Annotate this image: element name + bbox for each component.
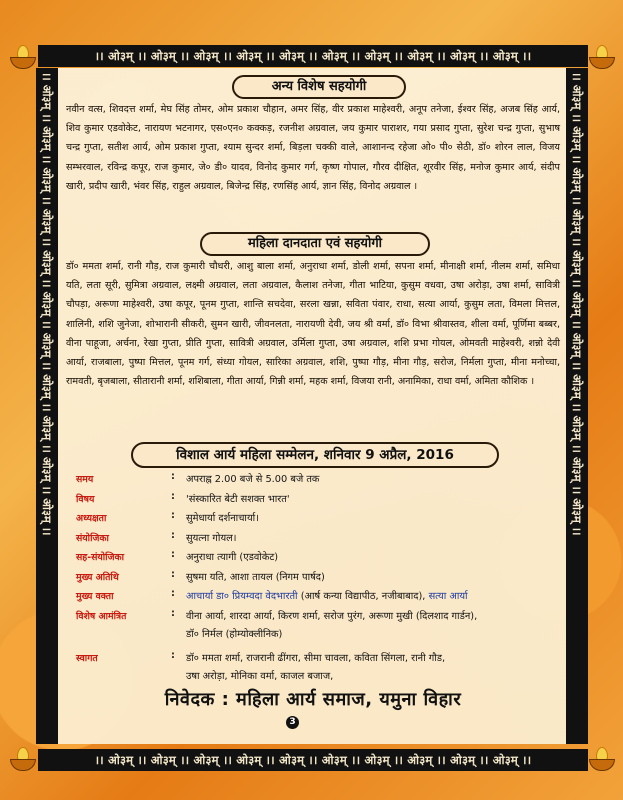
program-row-topic bbox=[66, 490, 560, 510]
program-label: स्वागत bbox=[76, 652, 98, 664]
colon: : bbox=[171, 490, 175, 502]
om-border-bottom: ।। ओ३म् ।। ओ३म् ।। ओ३म् ।। ओ३म् ।। ओ३म् ।। ओ३म् ।। ओ३म् ।। ओ३म् ।। ओ३म् ।। ओ३म् ।। bbox=[38, 749, 588, 771]
program-value: अनुराधा त्यागी (एडवोकेट) bbox=[186, 552, 279, 563]
speaker-affiliation: (आर्ष कन्या विद्यापीठ, नजीबाबाद), bbox=[300, 591, 426, 602]
program-row-keynote-speaker bbox=[66, 587, 560, 607]
program-row-chief-guest bbox=[66, 568, 560, 588]
program-value: अपराह्न 2.00 बजे से 5.00 बजे तक bbox=[186, 474, 320, 485]
om-border-right bbox=[566, 68, 588, 744]
program-value: सुयत्ना गोयल। bbox=[186, 532, 237, 544]
program-value: सुषमा यति, आशा तायल (निगम पार्षद) bbox=[186, 571, 325, 583]
program-label: विशेष आमंत्रित bbox=[76, 610, 127, 622]
om-border-right-text: ।। ओ३म् ।। ओ३म् ।। ओ३म् ।। ओ३म् ।। ओ३म् ।। ओ३म् ।। ओ३म् ।। ओ३म् ।। ओ३म् ।। ओ३म् ।। ओ३म् ।। bbox=[570, 72, 584, 536]
colon: : bbox=[171, 510, 175, 521]
om-border-top: ।। ओ३म् ।। ओ३म् ।। ओ३म् ।। ओ३म् ।। ओ३म् ।। ओ३म् ।। ओ३म् ।। ओ३म् ।। ओ३म् ।। ओ३म् ।। bbox=[38, 45, 588, 67]
colon: : bbox=[171, 471, 175, 482]
program-value: वीना आर्या, शारदा आर्या, किरण शर्मा, सरोज पुरंग, अरूणा मुखी (दिलशाद गार्डन), bbox=[186, 610, 478, 622]
colon: : bbox=[171, 549, 175, 560]
program-label: अध्यक्षता bbox=[76, 513, 107, 524]
women-donors-list: डॉ० ममता शर्मा, रानी गौड़, राज कुमारी चौधरी, आशु बाला शर्मा, अनुराधा शर्मा, डोली शर्मा, सपना शर्मा, मीनाक्षी शर्मा, नीलम शर्मा, समिधा यति, लता सूरी, सुमित्रा अग्रवाल, लक्ष्मी अग्रवाल, लता अग्रवाल, कैलाश तनेजा, गीता भाटिया, कुसुम वधवा, उषा अरोड़ा, उषा शर्मा, सावित्री चौपड़ा, अरूणा माहेश्वरी, उषा कपूर, पूनम गुप्ता, शान्ति सचदेवा, सरला खन्ना, सविता पंवार, राधा, सत्या आर्या, कुसुम लता, विमला मित्तल, शालिनी, शशि जुनेजा, शोभारानी सीकरी, सुमन खारी, जीवनलता, नारायणी देवी, जय श्री वर्मा, डॉ० विभा श्रीवास्तव, शीला वर्मा, पूर्णिमा बब्बर, वीना पाहूजा, अर्चना, रेखा गुप्ता, प्रीति गुप्ता, सावित्री अग्रवाल, उर्मिला गुप्ता, उषा अग्रवाल, शशि प्रभा गोयल, ओमवती माहेश्वरी, शन्नो देवी आर्या, राजबाला, पुष्पा मित्तल, पूनम गर्ग, संध्या गोयल, सारिका अग्रवाल, शशि, पुष्पा गौड़, मीना गौड़, सरोज, निर्मला गुप्ता, मीना मनोच्चा, रामवती, बृजबाला, सीतारानी शर्मा, शशिबाला, गीता आर्या, गिन्नी शर्मा, महक शर्मा, विजया रानी, अनामिका, राधा वर्मा, अमिता कौशिक । bbox=[66, 261, 560, 388]
page-number: 3 bbox=[286, 716, 299, 729]
program-row-special-invitees bbox=[66, 607, 560, 645]
program-label: विषय bbox=[76, 493, 95, 505]
program-row-time bbox=[66, 470, 560, 490]
program-value-line2: उषा अरोड़ा, मोनिका वर्मा, काजल बजाज, bbox=[186, 670, 334, 682]
program-value: डॉ० ममता शर्मा, राजरानी ढींगरा, सीमा चावला, कविता सिंगला, रानी गौड, bbox=[186, 652, 446, 664]
special-supporters-list: नवीन वत्स, शिवदत्त शर्मा, मेघ सिंह तोमर, ओम प्रकाश चौहान, अमर सिंह, वीर प्रकाश माहेश्वरी, अनूप तनेजा, ईश्वर सिंह, अजब सिंह आर्य, शिव कुमार एडवोकेट, नारायण भटनागर, एस०एन० कक्कड़, रजनीश अग्रवाल, जय कुमार पाराशर, गया प्रसाद गुप्ता, सुरेश चन्द्र गुप्ता, सुभाष चन्द्र गुप्ता, सतीश आर्य, ओम प्रकाश गुप्ता, श्याम सुन्दर शर्मा, बिड़ला चक्की वाले, आशानन्द रहेजा ओ० पी० सेठी, डॉ० शोरन लाल, विजय सम्भरवाल, रविन्द्र कपूर, राज कुमार, जे० डी० यादव, विनोद कुमार गर्ग, कृष्ण गोपाल, गौरव दीक्षित, शूरवीर सिंह, मनोज कुमार आर्य, संदीप खारी, प्रदीप खारी, भंवर सिंह, राहुल अग्रवाल, बिजेन्द्र सिंह, रणसिंह आर्य, ज्ञान सिंह, विनोद अग्रवाल । bbox=[66, 104, 560, 192]
program-value bbox=[186, 589, 468, 602]
diya-lamp-icon bbox=[8, 45, 36, 67]
section-heading-women-donors: महिला दानदाता एवं सहयोगी bbox=[200, 232, 430, 256]
section-heading-special-supporters: अन्य विशेष सहयोगी bbox=[232, 75, 406, 99]
event-heading: विशाल आर्य महिला सम्मेलन, शनिवार 9 अप्रैल, 2016 bbox=[131, 442, 499, 468]
program-value: सुमेधार्या दर्शनाचार्या। bbox=[186, 513, 259, 524]
program-label: सह-संयोजिका bbox=[76, 552, 125, 563]
colon: : bbox=[171, 649, 175, 661]
event-program bbox=[66, 470, 560, 683]
program-label: मुख्य अतिथि bbox=[76, 571, 119, 583]
diya-lamp-icon bbox=[587, 45, 615, 67]
program-label: समय bbox=[76, 474, 94, 485]
colon: : bbox=[171, 568, 175, 580]
om-border-left bbox=[36, 68, 58, 744]
footer-title: निवेदक : महिला आर्य समाज, यमुना विहार bbox=[164, 689, 462, 710]
om-border-left-text: ।। ओ३म् ।। ओ३म् ।। ओ३म् ।। ओ३म् ।। ओ३म् ।। ओ३म् ।। ओ३म् ।। ओ३म् ।। ओ३म् ।। ओ३म् ।। ओ३म् ।। bbox=[40, 72, 54, 536]
program-row-welcome bbox=[66, 645, 560, 683]
colon: : bbox=[171, 588, 175, 599]
colon: : bbox=[171, 529, 175, 541]
program-row-co-convener bbox=[66, 548, 560, 568]
speaker-name: आचार्या डा० प्रियम्वदा वेदभारती bbox=[186, 591, 298, 602]
program-value: 'संस्कारित बेटी सशक्त भारत' bbox=[186, 493, 290, 505]
diya-lamp-icon bbox=[8, 747, 36, 769]
diya-lamp-icon bbox=[587, 747, 615, 769]
speaker-extra: सत्या आर्या bbox=[428, 591, 468, 602]
program-label: मुख्य वक्ता bbox=[76, 591, 114, 602]
colon: : bbox=[171, 607, 175, 619]
program-label: संयोजिका bbox=[76, 532, 109, 544]
program-row-presidency bbox=[66, 509, 560, 529]
program-value-line2: डॉ० निर्मल (होम्योक्लीनिक) bbox=[186, 628, 283, 640]
program-row-convener bbox=[66, 529, 560, 549]
